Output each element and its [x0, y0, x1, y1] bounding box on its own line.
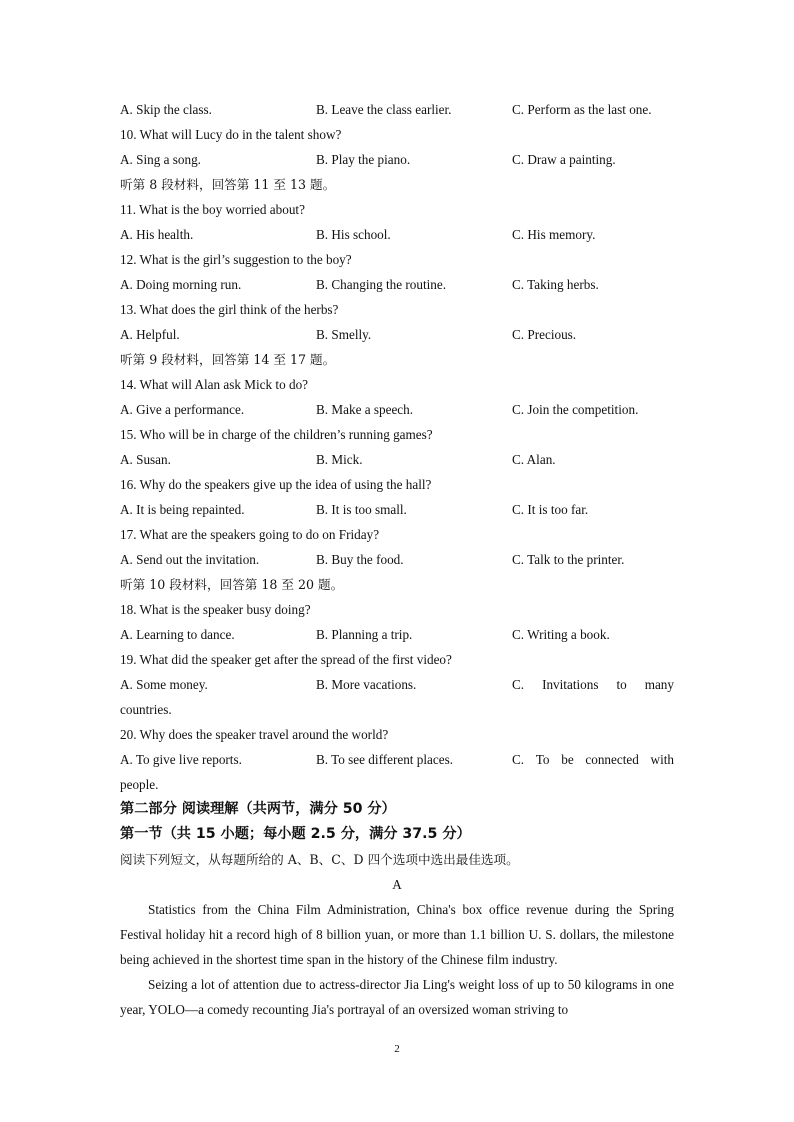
- option-c-word: To: [535, 752, 550, 767]
- option-a: A. Skip the class.: [120, 102, 212, 117]
- option-b: B. Smelly.: [316, 327, 372, 342]
- question-14: 14. What will Alan ask Mick to do?: [120, 377, 309, 392]
- part-2-heading: 第二部分 阅读理解（共两节，满分 50 分）: [120, 801, 396, 817]
- page-number: 2: [394, 1043, 400, 1055]
- option-c: C. Perform as the last one.: [512, 102, 652, 117]
- option-c: C. His memory.: [512, 227, 596, 242]
- option-c-word: be: [561, 752, 574, 767]
- option-a: A. Sing a song.: [120, 152, 201, 167]
- question-16: 16. Why do the speakers give up the idea of using the hall?: [120, 477, 432, 492]
- q14-options: [120, 397, 674, 422]
- option-a: A. Send out the invitation.: [120, 552, 260, 567]
- option-c: C. Join the competition.: [512, 402, 639, 417]
- option-c-word: Invitations: [542, 677, 599, 692]
- q11-options: [120, 222, 674, 247]
- option-c-word: to: [616, 677, 627, 692]
- section-8-instruction: 听第 8 段材料，回答第 11 至 13 题。: [120, 177, 336, 192]
- q10-options: [120, 147, 674, 172]
- option-c: [512, 672, 674, 697]
- passage-label: A: [392, 877, 402, 892]
- option-c-continuation: people.: [120, 777, 159, 792]
- option-a: A. His health.: [120, 227, 194, 242]
- option-b: B. Changing the routine.: [316, 277, 447, 292]
- question-10: 10. What will Lucy do in the talent show?: [120, 127, 342, 142]
- option-b: B. More vacations.: [316, 677, 417, 692]
- question-15: 15. Who will be in charge of the children’s running games?: [120, 427, 433, 442]
- question-12: 12. What is the girl’s suggestion to the boy?: [120, 252, 352, 267]
- option-c: C. Talk to the printer.: [512, 552, 625, 567]
- option-c-continuation: countries.: [120, 702, 172, 717]
- section-9-instruction: 听第 9 段材料，回答第 14 至 17 题。: [120, 352, 336, 367]
- option-a: A. Learning to dance.: [120, 627, 235, 642]
- option-a: A. Give a performance.: [120, 402, 245, 417]
- option-b: B. Leave the class earlier.: [316, 102, 452, 117]
- option-b: B. Make a speech.: [316, 402, 414, 417]
- option-a: A. Susan.: [120, 452, 171, 467]
- option-c-word: C.: [512, 677, 525, 692]
- q19-options: [120, 672, 674, 697]
- option-c: C. Writing a book.: [512, 627, 610, 642]
- option-b: B. His school.: [316, 227, 391, 242]
- option-a: A. It is being repainted.: [120, 502, 245, 517]
- option-c-word: with: [650, 752, 674, 767]
- passage-paragraph-2: Seizing a lot of attention due to actress-director Jia Ling's weight loss of up to 50 kilograms in one year, YOLO—a comedy recounting Jia's portrayal of an oversized woman striving to: [120, 977, 674, 1017]
- reading-instruction: 阅读下列短文，从每题所给的 A、B、C、D 四个选项中选出最佳选项。: [120, 852, 519, 867]
- question-13: 13. What does the girl think of the herbs?: [120, 302, 339, 317]
- q15-options: [120, 447, 674, 472]
- section-1-heading: 第一节（共 15 小题；每小题 2.5 分，满分 37.5 分）: [120, 826, 471, 842]
- option-c-word: many: [644, 677, 674, 692]
- q16-options: [120, 497, 674, 522]
- option-b: B. Planning a trip.: [316, 627, 413, 642]
- question-18: 18. What is the speaker busy doing?: [120, 602, 311, 617]
- option-c: C. Precious.: [512, 327, 577, 342]
- passage-paragraph-1: Statistics from the China Film Administration, China's box office revenue during the Spring Festival holiday hit a record high of 8 billion yuan, or more than 1.1 billion U. S. dollars, the milestone being achieved in the shortest time span in the history of the Chinese film industry.: [120, 902, 674, 967]
- option-b: B. It is too small.: [316, 502, 407, 517]
- option-a: A. Doing morning run.: [120, 277, 242, 292]
- option-b: B. Play the piano.: [316, 152, 411, 167]
- q12-options: [120, 272, 674, 297]
- section-10-instruction: 听第 10 段材料，回答第 18 至 20 题。: [120, 577, 344, 592]
- question-20: 20. Why does the speaker travel around the world?: [120, 727, 389, 742]
- option-b: B. Mick.: [316, 452, 363, 467]
- question-17: 17. What are the speakers going to do on Friday?: [120, 527, 380, 542]
- option-b: B. Buy the food.: [316, 552, 404, 567]
- option-c-word: connected: [585, 752, 639, 767]
- option-a: A. Helpful.: [120, 327, 180, 342]
- q20-options: [120, 747, 674, 772]
- option-b: B. To see different places.: [316, 752, 454, 767]
- option-a: A. To give live reports.: [120, 752, 242, 767]
- question-19: 19. What did the speaker get after the spread of the first video?: [120, 652, 452, 667]
- option-c: [512, 747, 674, 772]
- exam-page: [120, 97, 674, 1022]
- q9-options: [120, 97, 674, 122]
- q17-options: [120, 547, 674, 572]
- question-11: 11. What is the boy worried about?: [120, 202, 305, 217]
- option-c: C. Alan.: [512, 452, 556, 467]
- option-c: C. Taking herbs.: [512, 277, 599, 292]
- option-c: C. It is too far.: [512, 502, 589, 517]
- q18-options: [120, 622, 674, 647]
- q13-options: [120, 322, 674, 347]
- option-a: A. Some money.: [120, 677, 208, 692]
- option-c: C. Draw a painting.: [512, 152, 616, 167]
- option-c-word: C.: [512, 752, 525, 767]
